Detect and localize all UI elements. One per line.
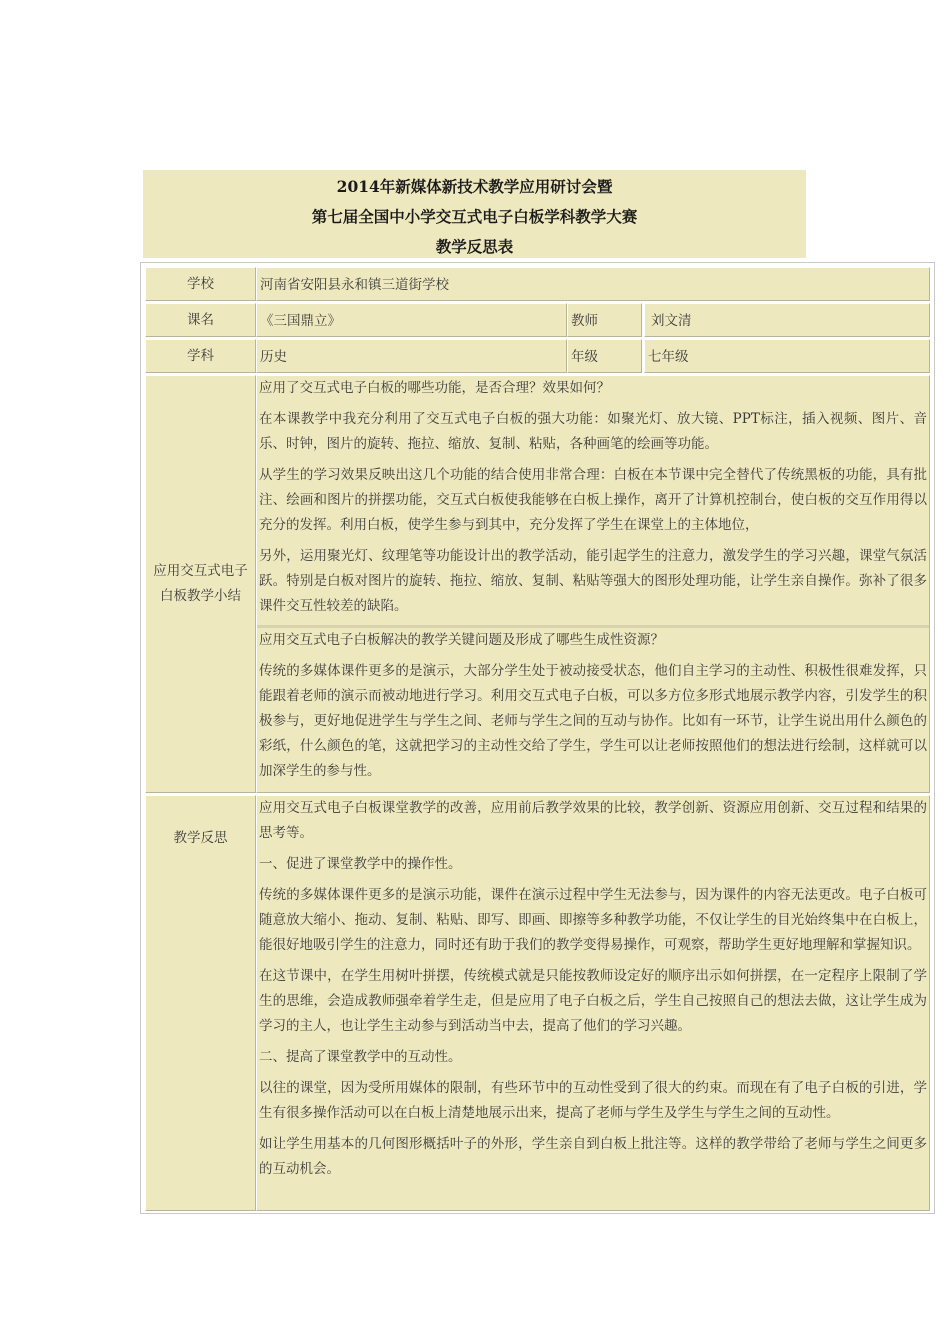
header-line-3: 教学反思表 (435, 237, 514, 256)
reflection-heading-2: 二、提高了课堂教学中的互动性。 (259, 1049, 462, 1065)
reflection-paragraph: 传统的多媒体课件更多的是演示功能，课件在演示过程中学生无法参与，因为课件的内容无法更改。电子白板可随意放大缩小、拖动、复制、粘贴、即写、即画、即擦等多种教学功能，不仅让学生的目光始终集中在白板上，能很好地吸引学生的注意力，同时还有助于我们的教学变得易操作，可观察，帮助学生更好地理解和掌握知识。 (259, 887, 927, 953)
school-label: 学校 (145, 267, 256, 301)
reflection-paragraph: 在这节课中，在学生用树叶拼摆，传统模式就是只能按教师设定好的顺序出示如何拼摆，在一定程序上限制了学生的思维，会造成教师强牵着学生走，但是应用了电子白板之后，学生自己按照自己的想法去做，这让学生成为学习的主人，也让学生主动参与到活动当中去，提高了他们的学习兴趣。 (259, 968, 927, 1034)
form-header (143, 170, 806, 258)
reflection-paragraph: 如让学生用基本的几何图形概括叶子的外形，学生亲自到白板上批注等。这样的教学带给了老师与学生之间更多的互动机会。 (259, 1136, 927, 1177)
subject-label: 学科 (145, 339, 256, 373)
summary-block-1 (257, 376, 929, 626)
reflection-paragraph: 应用交互式电子白板课堂教学的改善，应用前后教学效果的比较，教学创新、资源应用创新、交互过程和结果的思考等。 (259, 800, 927, 841)
summary-label: 应用交互式电子白板教学小结 (145, 375, 256, 793)
reflection-heading-1: 一、促进了课堂教学中的操作性。 (259, 856, 462, 872)
grade-value: 七年级 (644, 339, 930, 373)
summary-paragraph: 传统的多媒体课件更多的是演示，大部分学生处于被动接受状态，他们自主学习的主动性、积极性很难发挥，只能跟着老师的演示而被动地进行学习。利用交互式电子白板，可以多方位多形式地展示教学内容，引发学生的积极参与，更好地促进学生与学生之间、老师与学生之间的互动与协作。比如有一环节，让学生说出用什么颜色的彩纸，什么颜色的笔，这就把学习的主动性交给了学生，学生可以让老师按照他们的想法进行绘制，这样就可以加深学生的参与性。 (259, 663, 927, 779)
header-line-1: 2014年新媒体新技术教学应用研讨会暨 (336, 177, 613, 196)
reflection-content (256, 795, 930, 1211)
header-line-2: 第七届全国中小学交互式电子白板学科教学大赛 (311, 207, 638, 226)
summary-paragraph: 另外，运用聚光灯、纹理笔等功能设计出的教学活动，能引起学生的注意力，激发学生的学习兴趣，课堂气氛活跃。特别是白板对图片的旋转、拖拉、缩放、复制、粘贴等强大的图形处理功能，让学生亲自操作。弥补了很多课件交互性较差的缺陷。 (259, 548, 927, 614)
reflection-label: 教学反思 (145, 795, 256, 1211)
summary-paragraph: 在本课教学中我充分利用了交互式电子白板的强大功能：如聚光灯、放大镜、PPT标注，插入视频、图片、音乐、时钟，图片的旋转、拖拉、缩放、复制、粘贴，各种画笔的绘画等功能。 (259, 411, 927, 452)
teacher-value: 刘文清 (644, 303, 930, 337)
subject-value: 历史 (256, 339, 567, 373)
course-label: 课名 (145, 303, 256, 337)
grade-label: 年级 (567, 339, 642, 373)
summary-paragraph: 从学生的学习效果反映出这几个功能的结合使用非常合理：白板在本节课中完全替代了传统黑板的功能，具有批注、绘画和图片的拼摆功能，交互式白板使我能够在白板上操作，离开了计算机控制台，使白板的交互作用得以充分的发挥。利用白板，使学生参与到其中，充分发挥了学生在课堂上的主体地位， (259, 467, 927, 533)
reflection-paragraph: 以往的课堂，因为受所用媒体的限制，有些环节中的互动性受到了很大的约束。而现在有了电子白板的引进，学生有很多操作活动可以在白板上清楚地展示出来，提高了老师与学生及学生与学生之间的互动性。 (259, 1080, 927, 1121)
summary-question-1: 应用了交互式电子白板的哪些功能，是否合理？效果如何？ (259, 380, 610, 396)
summary-content (256, 375, 930, 793)
summary-question-2: 应用交互式电子白板解决的教学关键问题及形成了哪些生成性资源？ (259, 632, 664, 648)
course-value: 《三国鼎立》 (256, 303, 567, 337)
reflection-table (140, 262, 935, 1214)
school-value: 河南省安阳县永和镇三道街学校 (256, 267, 930, 301)
summary-block-2 (257, 625, 929, 793)
teacher-label: 教师 (567, 303, 642, 337)
